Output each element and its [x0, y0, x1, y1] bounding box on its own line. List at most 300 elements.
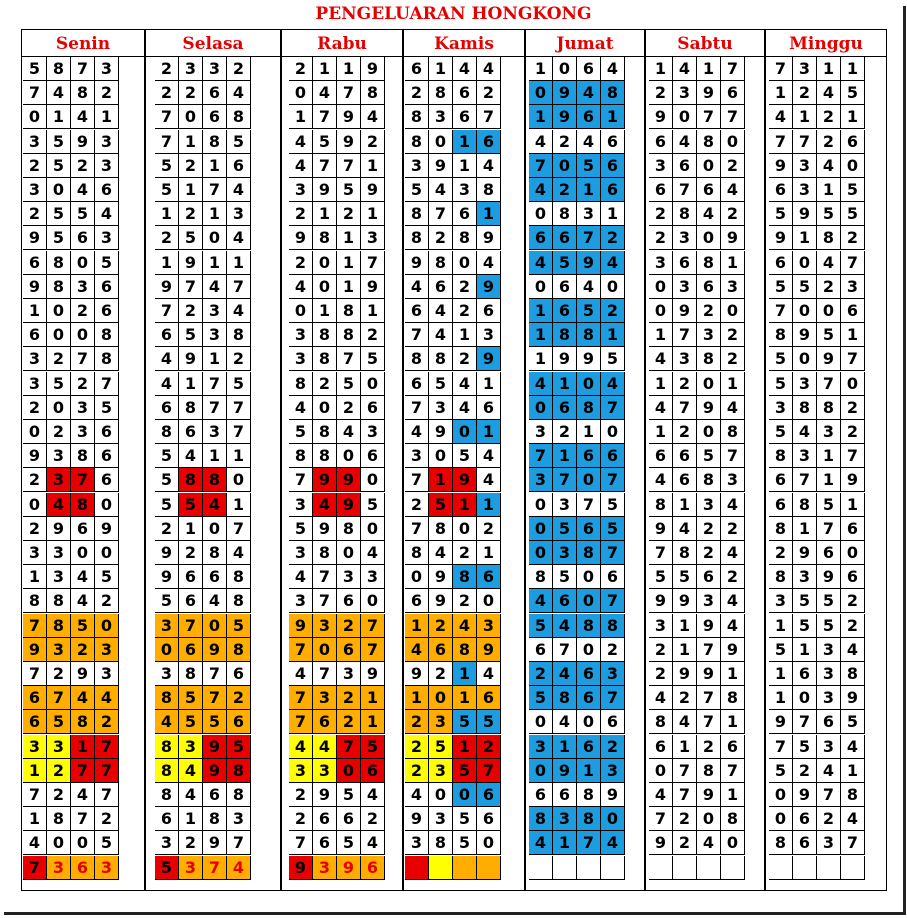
result-digit: 8: [313, 323, 337, 347]
result-digit: 2: [289, 202, 313, 226]
result-digit: 2: [697, 299, 721, 323]
result-digit: 0: [649, 759, 673, 783]
result-digit: 9: [337, 105, 361, 129]
result-digit: 9: [553, 81, 577, 105]
result-digit: 2: [95, 807, 119, 831]
result-digit: 2: [47, 783, 71, 807]
result-digit: 0: [529, 517, 553, 541]
result-digit: 5: [95, 831, 119, 855]
result-digit: 5: [361, 347, 385, 371]
result-digit: 8: [337, 517, 361, 541]
result-digit: 6: [769, 178, 793, 202]
result-digit: 7: [227, 275, 251, 299]
result-digit: 7: [95, 372, 119, 396]
result-digit: 7: [841, 347, 865, 371]
result-digit: 7: [23, 856, 47, 880]
result-digit: 0: [203, 614, 227, 638]
result-digit: 7: [553, 468, 577, 492]
result-digit: 2: [179, 202, 203, 226]
result-digit: 2: [453, 275, 477, 299]
column-separator: [524, 29, 526, 891]
result-digit: 7: [361, 638, 385, 662]
result-digit: 2: [649, 662, 673, 686]
result-digit: 4: [453, 614, 477, 638]
result-digit: 7: [405, 517, 429, 541]
result-digit: 3: [337, 565, 361, 589]
result-digit: 1: [227, 444, 251, 468]
result-digit: 4: [203, 493, 227, 517]
result-digit: 3: [361, 420, 385, 444]
result-digit: 5: [155, 178, 179, 202]
result-digit: 1: [203, 347, 227, 371]
result-digit: 7: [71, 57, 95, 81]
result-digit: 6: [529, 226, 553, 250]
result-digit: 7: [313, 662, 337, 686]
result-digit: 9: [721, 638, 745, 662]
result-digit: 2: [47, 347, 71, 371]
result-digit: 6: [203, 783, 227, 807]
result-digit: 1: [721, 783, 745, 807]
result-digit: 7: [841, 251, 865, 275]
result-digit: 1: [529, 57, 553, 81]
result-digit: 4: [313, 493, 337, 517]
result-digit: 2: [155, 57, 179, 81]
result-digit: 3: [529, 735, 553, 759]
result-digit: 5: [769, 347, 793, 371]
result-digit: 1: [601, 105, 625, 129]
result-digit: 6: [577, 662, 601, 686]
result-digit: 1: [453, 323, 477, 347]
result-digit: 0: [71, 831, 95, 855]
result-digit: 4: [203, 275, 227, 299]
result-digit: 8: [841, 783, 865, 807]
result-digit: 8: [179, 468, 203, 492]
result-digit: 0: [529, 541, 553, 565]
result-digit: 3: [289, 541, 313, 565]
result-digit: 3: [227, 202, 251, 226]
result-digit: 1: [673, 614, 697, 638]
day-header-rabu: Rabu: [281, 29, 403, 57]
result-digit: 1: [577, 178, 601, 202]
result-digit: 3: [817, 735, 841, 759]
result-digit: 6: [453, 105, 477, 129]
result-digit: 4: [649, 783, 673, 807]
result-digit: 6: [793, 807, 817, 831]
result-digit: 6: [673, 154, 697, 178]
result-digit: 6: [337, 589, 361, 613]
result-digit: 4: [553, 662, 577, 686]
result-digit: 3: [289, 493, 313, 517]
result-digit: 6: [793, 662, 817, 686]
result-digit: 0: [477, 589, 501, 613]
result-digit: 8: [313, 420, 337, 444]
result-digit: 4: [577, 130, 601, 154]
result-digit: 7: [313, 154, 337, 178]
result-digit: 9: [313, 517, 337, 541]
result-digit: 4: [721, 614, 745, 638]
result-digit: 9: [289, 226, 313, 250]
result-digit: 2: [649, 202, 673, 226]
result-digit: 5: [429, 493, 453, 517]
result-digit: 8: [289, 372, 313, 396]
result-digit: 9: [179, 347, 203, 371]
result-digit: 4: [405, 420, 429, 444]
result-digit: 1: [817, 444, 841, 468]
result-digit: 7: [405, 323, 429, 347]
result-digit: 2: [649, 638, 673, 662]
result-digit: 3: [601, 662, 625, 686]
result-digit: 0: [577, 710, 601, 734]
result-digit: 0: [337, 759, 361, 783]
result-digit: 4: [721, 493, 745, 517]
result-digit: 1: [453, 493, 477, 517]
result-digit: 6: [577, 444, 601, 468]
result-digit: [577, 856, 601, 880]
result-digit: 7: [601, 396, 625, 420]
result-digit: 2: [405, 759, 429, 783]
result-digit: 9: [361, 275, 385, 299]
result-digit: 3: [649, 251, 673, 275]
result-digit: 6: [203, 81, 227, 105]
result-digit: 7: [361, 251, 385, 275]
result-digit: 1: [793, 638, 817, 662]
result-digit: 9: [203, 735, 227, 759]
result-digit: 7: [289, 638, 313, 662]
result-digit: 7: [793, 130, 817, 154]
result-digit: 9: [793, 541, 817, 565]
result-digit: 6: [601, 130, 625, 154]
result-digit: 9: [71, 662, 95, 686]
result-digit: 9: [203, 831, 227, 855]
result-digit: 7: [313, 105, 337, 129]
day-header-senin: Senin: [21, 29, 145, 57]
result-digit: 4: [673, 710, 697, 734]
result-digit: 2: [179, 299, 203, 323]
result-digit: 8: [697, 251, 721, 275]
result-digit: 4: [179, 759, 203, 783]
result-digit: 8: [361, 81, 385, 105]
result-digit: 4: [817, 251, 841, 275]
result-digit: 2: [721, 517, 745, 541]
result-digit: 5: [155, 493, 179, 517]
result-digit: 5: [697, 444, 721, 468]
result-digit: 7: [203, 396, 227, 420]
result-digit: 2: [601, 226, 625, 250]
result-digit: 3: [577, 202, 601, 226]
result-digit: 3: [47, 468, 71, 492]
result-digit: 9: [649, 105, 673, 129]
result-digit: 5: [95, 251, 119, 275]
result-digit: 8: [649, 710, 673, 734]
result-digit: 6: [841, 130, 865, 154]
result-digit: 6: [673, 444, 697, 468]
result-digit: 1: [361, 686, 385, 710]
result-digit: 2: [453, 299, 477, 323]
result-digit: 0: [453, 420, 477, 444]
result-digit: 0: [697, 420, 721, 444]
result-digit: 7: [203, 662, 227, 686]
result-digit: 0: [361, 468, 385, 492]
result-digit: [697, 856, 721, 880]
result-digit: 8: [47, 251, 71, 275]
result-digit: 2: [71, 154, 95, 178]
result-digit: 8: [23, 589, 47, 613]
result-digit: 1: [155, 202, 179, 226]
result-digit: 4: [841, 807, 865, 831]
result-digit: 0: [529, 81, 553, 105]
result-digit: 3: [227, 807, 251, 831]
result-digit: 1: [841, 759, 865, 783]
result-digit: 4: [289, 396, 313, 420]
result-digit: 5: [361, 735, 385, 759]
result-digit: 5: [769, 202, 793, 226]
result-digit: 6: [477, 807, 501, 831]
result-digit: 2: [477, 517, 501, 541]
result-digit: 2: [227, 686, 251, 710]
result-digit: 1: [337, 226, 361, 250]
result-digit: 1: [841, 323, 865, 347]
result-digit: 0: [453, 251, 477, 275]
result-digit: 8: [453, 226, 477, 250]
result-digit: 3: [405, 444, 429, 468]
result-digit: 2: [601, 735, 625, 759]
result-digit: 8: [577, 783, 601, 807]
result-digit: 2: [337, 686, 361, 710]
result-digit: 0: [95, 493, 119, 517]
result-digit: 3: [95, 856, 119, 880]
result-digit: 8: [577, 323, 601, 347]
result-digit: 7: [203, 372, 227, 396]
result-digit: 9: [477, 226, 501, 250]
result-digit: 0: [227, 468, 251, 492]
result-digit: 2: [673, 420, 697, 444]
result-digit: 3: [553, 493, 577, 517]
result-digit: 7: [227, 831, 251, 855]
result-digit: 4: [227, 541, 251, 565]
result-digit: 1: [769, 662, 793, 686]
result-digit: 5: [817, 614, 841, 638]
result-digit: 0: [697, 807, 721, 831]
result-digit: 0: [47, 178, 71, 202]
result-digit: 6: [155, 323, 179, 347]
result-digit: 9: [477, 638, 501, 662]
result-digit: 4: [721, 589, 745, 613]
result-digit: 1: [477, 372, 501, 396]
result-digit: 5: [841, 81, 865, 105]
result-digit: 8: [429, 517, 453, 541]
result-digit: 3: [697, 589, 721, 613]
result-digit: 8: [227, 589, 251, 613]
result-digit: 0: [429, 130, 453, 154]
result-digit: 7: [477, 105, 501, 129]
result-digit: 8: [155, 783, 179, 807]
result-digit: 4: [71, 105, 95, 129]
result-digit: 9: [337, 493, 361, 517]
result-digit: [817, 856, 841, 880]
result-digit: 2: [429, 614, 453, 638]
result-digit: 7: [697, 710, 721, 734]
result-digit: 2: [405, 493, 429, 517]
result-digit: 2: [155, 226, 179, 250]
result-digit: 8: [155, 420, 179, 444]
result-digit: 1: [23, 299, 47, 323]
result-digit: 1: [649, 372, 673, 396]
result-digit: 1: [361, 299, 385, 323]
result-digit: 6: [529, 638, 553, 662]
result-digit: 0: [203, 226, 227, 250]
result-digit: 0: [721, 130, 745, 154]
result-digit: 8: [405, 105, 429, 129]
result-digit: 6: [429, 275, 453, 299]
result-digit: 7: [405, 468, 429, 492]
result-digit: 6: [841, 517, 865, 541]
result-digit: 0: [793, 299, 817, 323]
result-digit: 6: [649, 444, 673, 468]
result-digit: 1: [817, 468, 841, 492]
result-digit: 2: [95, 710, 119, 734]
result-digit: 1: [601, 323, 625, 347]
result-digit: 4: [47, 81, 71, 105]
result-digit: 9: [577, 347, 601, 371]
result-digit: 1: [23, 807, 47, 831]
result-digit: 2: [553, 130, 577, 154]
result-digit: 7: [155, 299, 179, 323]
result-digit: 6: [23, 710, 47, 734]
result-digit: 8: [289, 444, 313, 468]
result-digit: 7: [649, 807, 673, 831]
result-digit: 5: [23, 57, 47, 81]
result-digit: 4: [477, 251, 501, 275]
result-digit: 6: [601, 710, 625, 734]
result-digit: 6: [477, 565, 501, 589]
result-digit: 9: [477, 275, 501, 299]
result-digit: 4: [721, 396, 745, 420]
result-digit: 9: [155, 275, 179, 299]
result-digit: 3: [793, 178, 817, 202]
result-digit: 7: [337, 735, 361, 759]
result-digit: 6: [577, 686, 601, 710]
result-digit: 3: [793, 372, 817, 396]
result-digit: 7: [793, 468, 817, 492]
result-digit: 6: [477, 686, 501, 710]
result-digit: 1: [769, 686, 793, 710]
result-digit: 5: [673, 565, 697, 589]
result-digit: 8: [769, 517, 793, 541]
result-digit: 4: [529, 589, 553, 613]
result-digit: 5: [841, 710, 865, 734]
result-digit: 6: [95, 178, 119, 202]
result-digit: 5: [203, 710, 227, 734]
result-digit: 8: [601, 81, 625, 105]
result-digit: 2: [47, 420, 71, 444]
result-digit: 4: [429, 299, 453, 323]
result-digit: 4: [697, 202, 721, 226]
result-digit: 3: [429, 396, 453, 420]
result-digit: 1: [227, 251, 251, 275]
result-digit: 0: [529, 710, 553, 734]
result-digit: 7: [793, 710, 817, 734]
result-digit: 3: [289, 323, 313, 347]
result-digit: 3: [673, 275, 697, 299]
result-digit: 5: [793, 589, 817, 613]
result-digit: 5: [155, 589, 179, 613]
result-digit: 9: [405, 662, 429, 686]
result-digit: 4: [477, 444, 501, 468]
result-digit: 8: [841, 662, 865, 686]
result-digit: 7: [227, 420, 251, 444]
result-digit: 0: [529, 396, 553, 420]
result-digit: 3: [673, 226, 697, 250]
result-digit: 2: [697, 517, 721, 541]
result-digit: 6: [721, 81, 745, 105]
result-digit: 7: [697, 686, 721, 710]
result-digit: 2: [23, 517, 47, 541]
result-digit: 6: [769, 468, 793, 492]
result-digit: 9: [601, 783, 625, 807]
result-digit: 1: [313, 202, 337, 226]
result-digit: 5: [817, 202, 841, 226]
result-digit: 7: [337, 347, 361, 371]
result-digit: 8: [47, 275, 71, 299]
result-digit: 5: [453, 831, 477, 855]
result-digit: 8: [577, 541, 601, 565]
result-digit: 4: [649, 468, 673, 492]
result-digit: 0: [673, 105, 697, 129]
result-digit: 3: [429, 105, 453, 129]
result-digit: 8: [453, 638, 477, 662]
result-digit: 5: [553, 565, 577, 589]
result-digit: 4: [337, 420, 361, 444]
result-digit: 9: [553, 347, 577, 371]
result-digit: 6: [337, 807, 361, 831]
result-digit: 0: [697, 226, 721, 250]
result-digit: 8: [95, 347, 119, 371]
result-digit: 0: [337, 541, 361, 565]
result-digit: 1: [313, 57, 337, 81]
result-digit: 9: [95, 517, 119, 541]
result-digit: 7: [601, 541, 625, 565]
result-digit: 9: [577, 251, 601, 275]
result-digit: 9: [23, 226, 47, 250]
result-digit: 5: [179, 226, 203, 250]
result-digit: 9: [769, 226, 793, 250]
result-digit: 7: [289, 710, 313, 734]
result-digit: 0: [477, 831, 501, 855]
result-digit: 1: [179, 130, 203, 154]
result-digit: 9: [697, 81, 721, 105]
result-digit: 9: [673, 299, 697, 323]
result-digit: 7: [673, 759, 697, 783]
result-digit: 8: [721, 686, 745, 710]
result-digit: 0: [769, 783, 793, 807]
result-digit: 5: [553, 251, 577, 275]
result-digit: 7: [337, 81, 361, 105]
result-digit: 6: [155, 807, 179, 831]
result-digit: 7: [673, 178, 697, 202]
result-digit: 6: [361, 396, 385, 420]
result-digit: 8: [95, 323, 119, 347]
result-digit: 5: [227, 372, 251, 396]
result-digit: 1: [477, 202, 501, 226]
table-shadow-bottom: [4, 912, 906, 915]
result-digit: 4: [203, 589, 227, 613]
result-digit: [841, 856, 865, 880]
result-digit: 4: [673, 57, 697, 81]
result-digit: 4: [71, 686, 95, 710]
result-digit: 3: [23, 130, 47, 154]
result-digit: 1: [361, 710, 385, 734]
result-digit: 2: [841, 614, 865, 638]
